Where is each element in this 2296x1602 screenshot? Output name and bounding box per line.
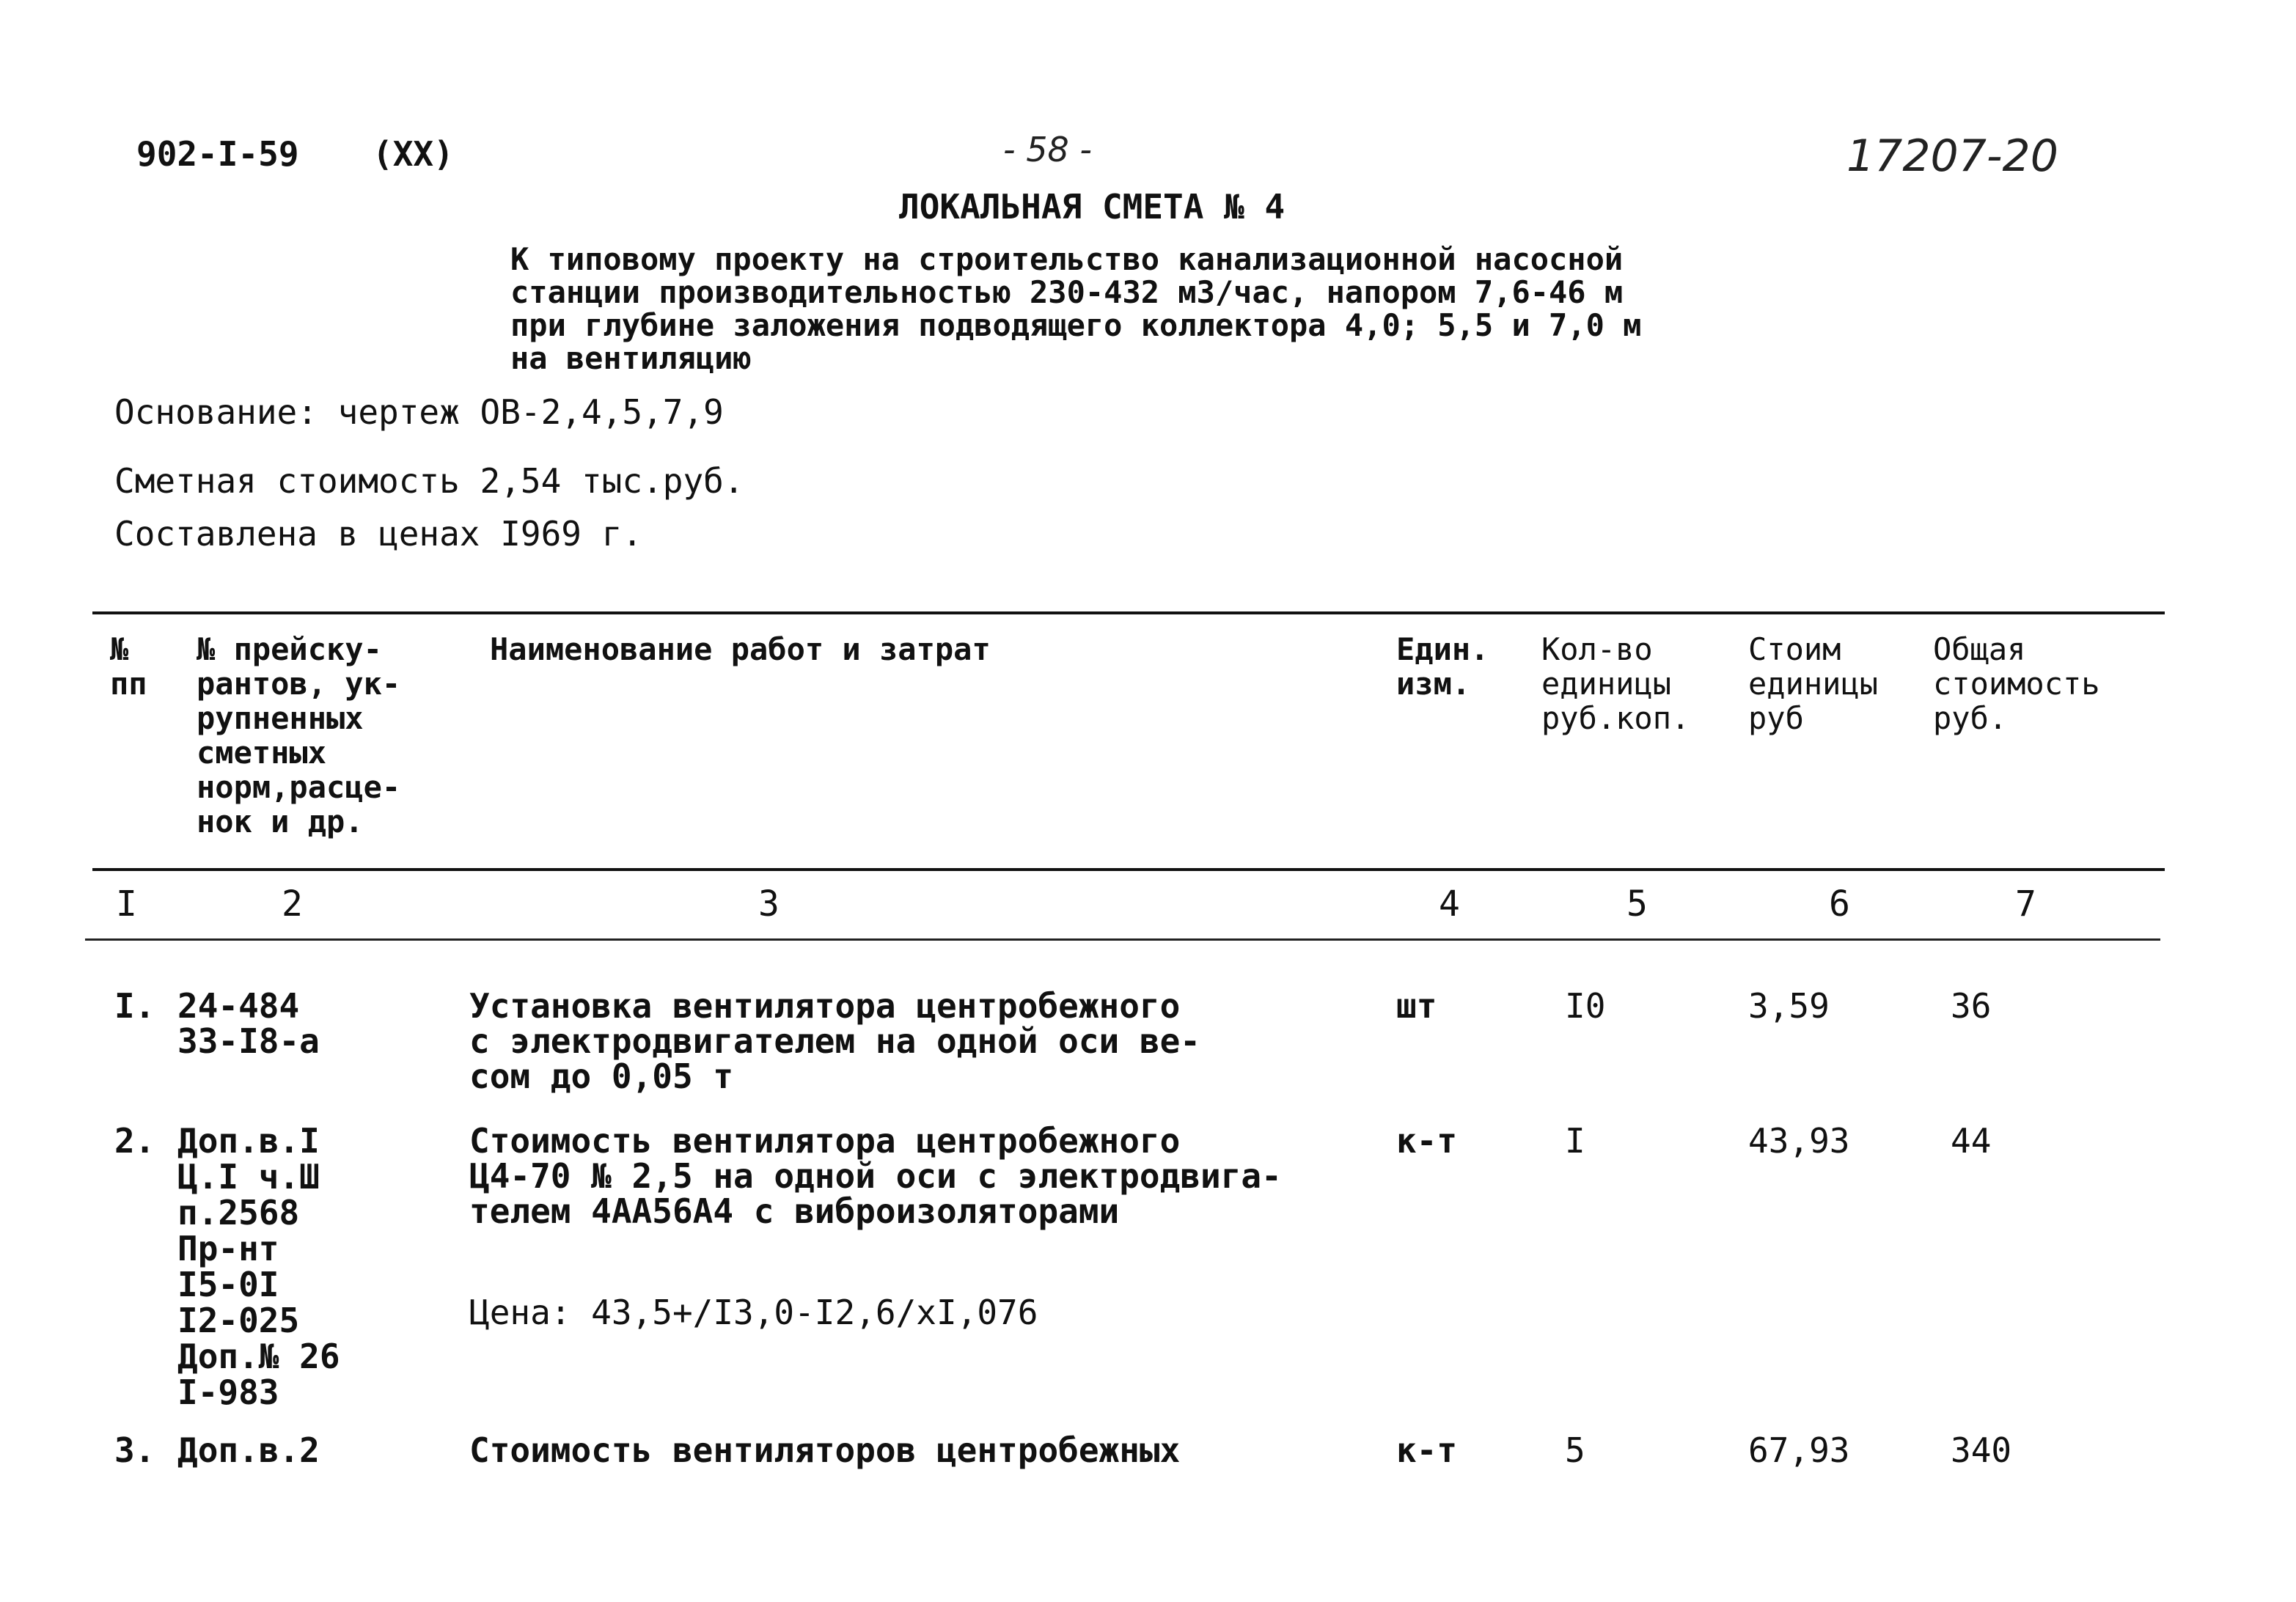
row-reference: Доп.в.2 — [177, 1430, 320, 1470]
document-title: ЛОКАЛЬНАЯ СМЕТА № 4 — [899, 187, 1285, 227]
header-unit-price: Стоим единицы руб — [1748, 631, 1879, 736]
column-number-7: 7 — [2015, 883, 2036, 925]
row-unit: к-т — [1396, 1121, 1458, 1161]
cost-line: Сметная стоимость 2,54 тыс.руб. — [114, 461, 744, 501]
row-total: 36 — [1951, 986, 1992, 1026]
table-top-rule — [92, 611, 2165, 614]
row-work-name: Установка вентилятора центробежного с электродвигателем на одной оси ве- сом до 0,05 т — [469, 986, 1200, 1096]
subtitle-line-3: при глубине заложения подводящего коллектора 4,0; 5,5 и 7,0 м — [510, 307, 1642, 343]
row-work-name: Стоимость вентиляторов центробежных — [469, 1430, 1181, 1470]
header-work-name: Наименование работ и затрат — [490, 631, 991, 667]
row-quantity: 5 — [1565, 1430, 1585, 1470]
column-number-6: 6 — [1829, 883, 1850, 925]
page-number: - 58 - — [1003, 130, 1092, 169]
row-unit-price: 43,93 — [1748, 1121, 1850, 1161]
stamp-number: 17207-20 — [1846, 131, 2058, 182]
header-bottom-rule — [92, 868, 2165, 871]
column-number-3: 3 — [758, 883, 780, 925]
column-number-4: 4 — [1439, 883, 1460, 925]
row-unit-price: 3,59 — [1748, 986, 1830, 1026]
row-total: 44 — [1951, 1121, 1992, 1161]
column-number-1: I — [116, 883, 137, 925]
row-unit: к-т — [1396, 1430, 1458, 1470]
row-reference: 24-484 33-I8-а — [177, 986, 320, 1061]
row-number: 2. — [114, 1121, 155, 1161]
column-numbers-rule — [85, 938, 2160, 941]
row-reference: Доп.в.I Ц.I ч.Ш п.2568 Пр-нт I5-0I I2-025 Доп.№ 26 I-983 — [177, 1121, 340, 1412]
row-unit-price: 67,93 — [1748, 1430, 1850, 1470]
row-work-name: Стоимость вентилятора центробежного Ц4-70 № 2,5 на одной оси с электродвига- телем 4АА56А4 с виброизоляторами — [469, 1121, 1282, 1231]
header-unit: Един. изм. — [1396, 631, 1489, 702]
doc-code: 902-I-59 — [136, 134, 299, 174]
prices-line: Составлена в ценах I969 г. — [114, 514, 643, 554]
row-quantity: I — [1565, 1121, 1585, 1161]
header-reference: № прейску- рантов, ук- рупненных сметных норм,расце- нок и др. — [197, 631, 401, 839]
subtitle-line-1: К типовому проекту на строительство канализационной насосной — [510, 241, 1624, 277]
basis-line: Основание: чертеж ОВ-2,4,5,7,9 — [114, 392, 724, 432]
column-number-2: 2 — [282, 883, 303, 925]
subtitle-line-4: на вентиляцию — [510, 340, 752, 376]
row-price-formula: Цена: 43,5+/I3,0-I2,6/хI,076 — [469, 1293, 1038, 1332]
column-number-5: 5 — [1626, 883, 1648, 925]
album-number: (XX) — [373, 134, 454, 174]
row-total: 340 — [1951, 1430, 2012, 1470]
row-number: 3. — [114, 1430, 155, 1470]
subtitle-line-2: станции производительностью 230-432 м3/час, напором 7,6-46 м — [510, 274, 1624, 310]
header-num: № пп — [110, 631, 147, 702]
row-unit: шт — [1396, 986, 1437, 1026]
row-quantity: I0 — [1565, 986, 1606, 1026]
header-quantity: Кол-во единицы руб.коп. — [1541, 631, 1690, 736]
row-number: I. — [114, 986, 155, 1026]
header-total: Общая стоимость руб. — [1933, 631, 2100, 736]
